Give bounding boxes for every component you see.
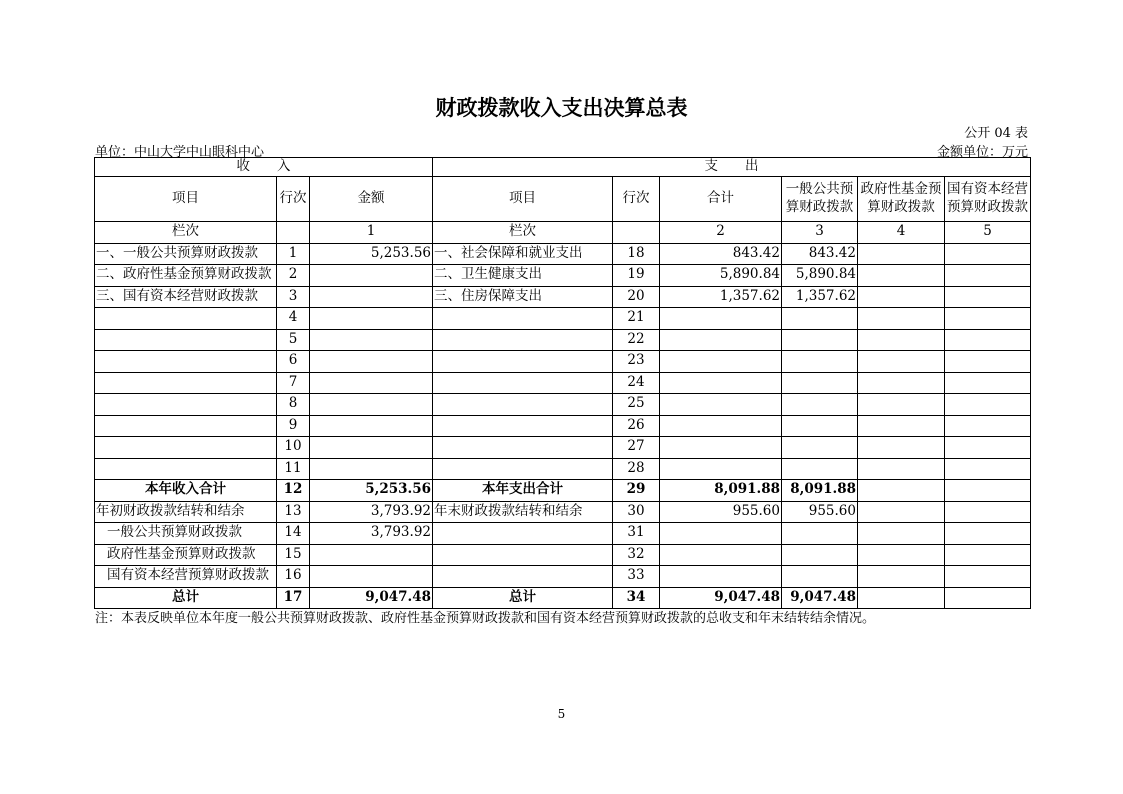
expense-row-no: 24 (613, 372, 660, 394)
header-income-item: 项目 (95, 177, 277, 222)
income-item: 一般公共预算财政拨款 (95, 523, 277, 545)
table-note: 注：本表反映单位本年度一般公共预算财政拨款、政府性基金预算财政拨款和国有资本经营预算财政拨款的总收支和年末结转结余情况。 (95, 611, 876, 626)
expense-total (660, 415, 782, 437)
expense-total (660, 394, 782, 416)
expense-total: 8,091.88 (660, 480, 782, 502)
income-item (95, 458, 277, 480)
table-row (95, 351, 1031, 373)
col-index-label-right: 栏次 (433, 222, 613, 244)
table-row (95, 437, 1031, 459)
income-row-no: 5 (277, 329, 310, 351)
header-state-capital: 国有资本经营预算财政拨款 (945, 177, 1031, 222)
form-number: 公开 04 表 (964, 126, 1028, 141)
income-row-no: 13 (277, 501, 310, 523)
expense-item (433, 544, 613, 566)
general-public-amount (782, 523, 858, 545)
expense-item: 总计 (433, 587, 613, 609)
expense-total: 9,047.48 (660, 587, 782, 609)
expense-row-no: 26 (613, 415, 660, 437)
expense-item (433, 308, 613, 330)
expense-row-no: 20 (613, 286, 660, 308)
state-capital-amount (945, 458, 1031, 480)
expense-item (433, 394, 613, 416)
expense-row-no: 28 (613, 458, 660, 480)
col-index-empty (277, 222, 310, 244)
income-row-no: 3 (277, 286, 310, 308)
income-item: 三、国有资本经营财政拨款 (95, 286, 277, 308)
header-general-public: 一般公共预算财政拨款 (782, 177, 858, 222)
gov-fund-amount (858, 394, 945, 416)
income-item: 二、政府性基金预算财政拨款 (95, 265, 277, 287)
expense-row-no: 21 (613, 308, 660, 330)
expense-total (660, 437, 782, 459)
income-amount (310, 308, 433, 330)
gov-fund-amount (858, 286, 945, 308)
state-capital-amount (945, 501, 1031, 523)
expense-item: 三、住房保障支出 (433, 286, 613, 308)
general-public-amount: 9,047.48 (782, 587, 858, 609)
income-amount (310, 265, 433, 287)
income-amount: 3,793.92 (310, 523, 433, 545)
expense-row-no: 34 (613, 587, 660, 609)
income-amount (310, 394, 433, 416)
income-amount (310, 544, 433, 566)
income-row-no: 1 (277, 243, 310, 265)
table-row (95, 308, 1031, 330)
income-row-no: 4 (277, 308, 310, 330)
expense-total (660, 544, 782, 566)
col-index-5: 5 (945, 222, 1031, 244)
expense-item: 二、卫生健康支出 (433, 265, 613, 287)
income-item (95, 437, 277, 459)
budget-summary-table (94, 157, 1031, 609)
table-row (95, 587, 1031, 609)
expense-total: 955.60 (660, 501, 782, 523)
income-item: 一、一般公共预算财政拨款 (95, 243, 277, 265)
expense-item (433, 458, 613, 480)
income-amount (310, 286, 433, 308)
page-number: 5 (557, 707, 566, 721)
page-title: 财政拨款收入支出决算总表 (435, 96, 688, 120)
income-row-no: 15 (277, 544, 310, 566)
expense-row-no: 29 (613, 480, 660, 502)
state-capital-amount (945, 523, 1031, 545)
expense-item (433, 329, 613, 351)
expense-total (660, 351, 782, 373)
income-item (95, 415, 277, 437)
expense-total (660, 458, 782, 480)
expense-row-no: 33 (613, 566, 660, 588)
gov-fund-amount (858, 415, 945, 437)
expense-row-no: 27 (613, 437, 660, 459)
header-gov-fund: 政府性基金预算财政拨款 (858, 177, 945, 222)
table-row (95, 523, 1031, 545)
income-amount (310, 372, 433, 394)
general-public-amount (782, 415, 858, 437)
table-row (95, 480, 1031, 502)
expense-total (660, 523, 782, 545)
state-capital-amount (945, 265, 1031, 287)
income-amount: 5,253.56 (310, 480, 433, 502)
col-index-4: 4 (858, 222, 945, 244)
table-row (95, 501, 1031, 523)
expense-row-no: 19 (613, 265, 660, 287)
general-public-amount (782, 394, 858, 416)
state-capital-amount (945, 415, 1031, 437)
income-row-no: 17 (277, 587, 310, 609)
table-row (95, 329, 1031, 351)
gov-fund-amount (858, 243, 945, 265)
expense-total: 1,357.62 (660, 286, 782, 308)
income-amount: 5,253.56 (310, 243, 433, 265)
expense-item (433, 351, 613, 373)
income-row-no: 10 (277, 437, 310, 459)
expense-row-no: 30 (613, 501, 660, 523)
header-expense-row-no: 行次 (613, 177, 660, 222)
state-capital-amount (945, 351, 1031, 373)
col-index-1: 1 (310, 222, 433, 244)
amount-unit: 金额单位：万元 (936, 145, 1028, 160)
col-index-3: 3 (782, 222, 858, 244)
general-public-amount (782, 566, 858, 588)
expense-total (660, 329, 782, 351)
expense-item: 年末财政拨款结转和结余 (433, 501, 613, 523)
income-amount (310, 566, 433, 588)
general-public-amount: 8,091.88 (782, 480, 858, 502)
table-row (95, 458, 1031, 480)
table-row (95, 372, 1031, 394)
income-row-no: 6 (277, 351, 310, 373)
general-public-amount (782, 437, 858, 459)
income-row-no: 2 (277, 265, 310, 287)
state-capital-amount (945, 480, 1031, 502)
table-row (95, 243, 1031, 265)
income-amount (310, 329, 433, 351)
table-row (95, 566, 1031, 588)
expense-row-no: 31 (613, 523, 660, 545)
expense-total (660, 372, 782, 394)
gov-fund-amount (858, 372, 945, 394)
income-row-no: 16 (277, 566, 310, 588)
general-public-amount (782, 544, 858, 566)
header-expense-item: 项目 (433, 177, 613, 222)
income-row-no: 14 (277, 523, 310, 545)
income-item (95, 394, 277, 416)
table-row (95, 286, 1031, 308)
col-index-empty (613, 222, 660, 244)
general-public-amount (782, 458, 858, 480)
income-row-no: 12 (277, 480, 310, 502)
general-public-amount: 1,357.62 (782, 286, 858, 308)
expense-section-header: 支 出 (433, 158, 1031, 177)
income-section-header: 收 入 (95, 158, 433, 177)
gov-fund-amount (858, 587, 945, 609)
income-item (95, 329, 277, 351)
income-amount (310, 437, 433, 459)
gov-fund-amount (858, 501, 945, 523)
header-income-amount: 金额 (310, 177, 433, 222)
state-capital-amount (945, 566, 1031, 588)
header-income-row-no: 行次 (277, 177, 310, 222)
general-public-amount (782, 372, 858, 394)
gov-fund-amount (858, 308, 945, 330)
income-item: 年初财政拨款结转和结余 (95, 501, 277, 523)
income-item: 政府性基金预算财政拨款 (95, 544, 277, 566)
col-index-label-left: 栏次 (95, 222, 277, 244)
income-row-no: 9 (277, 415, 310, 437)
general-public-amount (782, 329, 858, 351)
table-row (95, 544, 1031, 566)
expense-item (433, 566, 613, 588)
gov-fund-amount (858, 265, 945, 287)
state-capital-amount (945, 286, 1031, 308)
reporting-unit: 单位：中山大学中山眼科中心 (95, 145, 265, 160)
table-row (95, 415, 1031, 437)
state-capital-amount (945, 329, 1031, 351)
general-public-amount: 843.42 (782, 243, 858, 265)
expense-item: 本年支出合计 (433, 480, 613, 502)
income-amount: 9,047.48 (310, 587, 433, 609)
income-item: 本年收入合计 (95, 480, 277, 502)
expense-total: 5,890.84 (660, 265, 782, 287)
income-item (95, 372, 277, 394)
gov-fund-amount (858, 437, 945, 459)
state-capital-amount (945, 544, 1031, 566)
expense-row-no: 18 (613, 243, 660, 265)
expense-row-no: 32 (613, 544, 660, 566)
state-capital-amount (945, 308, 1031, 330)
gov-fund-amount (858, 351, 945, 373)
general-public-amount (782, 308, 858, 330)
state-capital-amount (945, 394, 1031, 416)
gov-fund-amount (858, 480, 945, 502)
general-public-amount: 955.60 (782, 501, 858, 523)
gov-fund-amount (858, 544, 945, 566)
income-item (95, 351, 277, 373)
gov-fund-amount (858, 329, 945, 351)
income-amount: 3,793.92 (310, 501, 433, 523)
state-capital-amount (945, 372, 1031, 394)
expense-item: 一、社会保障和就业支出 (433, 243, 613, 265)
income-row-no: 11 (277, 458, 310, 480)
income-item: 国有资本经营预算财政拨款 (95, 566, 277, 588)
expense-item (433, 437, 613, 459)
expense-row-no: 22 (613, 329, 660, 351)
income-row-no: 7 (277, 372, 310, 394)
table-row (95, 265, 1031, 287)
expense-total (660, 566, 782, 588)
expense-total: 843.42 (660, 243, 782, 265)
state-capital-amount (945, 587, 1031, 609)
col-index-2: 2 (660, 222, 782, 244)
expense-row-no: 25 (613, 394, 660, 416)
income-amount (310, 351, 433, 373)
general-public-amount (782, 351, 858, 373)
income-amount (310, 415, 433, 437)
income-row-no: 8 (277, 394, 310, 416)
expense-row-no: 23 (613, 351, 660, 373)
expense-total (660, 308, 782, 330)
state-capital-amount (945, 437, 1031, 459)
expense-item (433, 523, 613, 545)
income-item (95, 308, 277, 330)
expense-item (433, 372, 613, 394)
gov-fund-amount (858, 458, 945, 480)
expense-item (433, 415, 613, 437)
gov-fund-amount (858, 523, 945, 545)
income-item: 总计 (95, 587, 277, 609)
general-public-amount: 5,890.84 (782, 265, 858, 287)
state-capital-amount (945, 243, 1031, 265)
table-row (95, 394, 1031, 416)
gov-fund-amount (858, 566, 945, 588)
header-total: 合计 (660, 177, 782, 222)
income-amount (310, 458, 433, 480)
